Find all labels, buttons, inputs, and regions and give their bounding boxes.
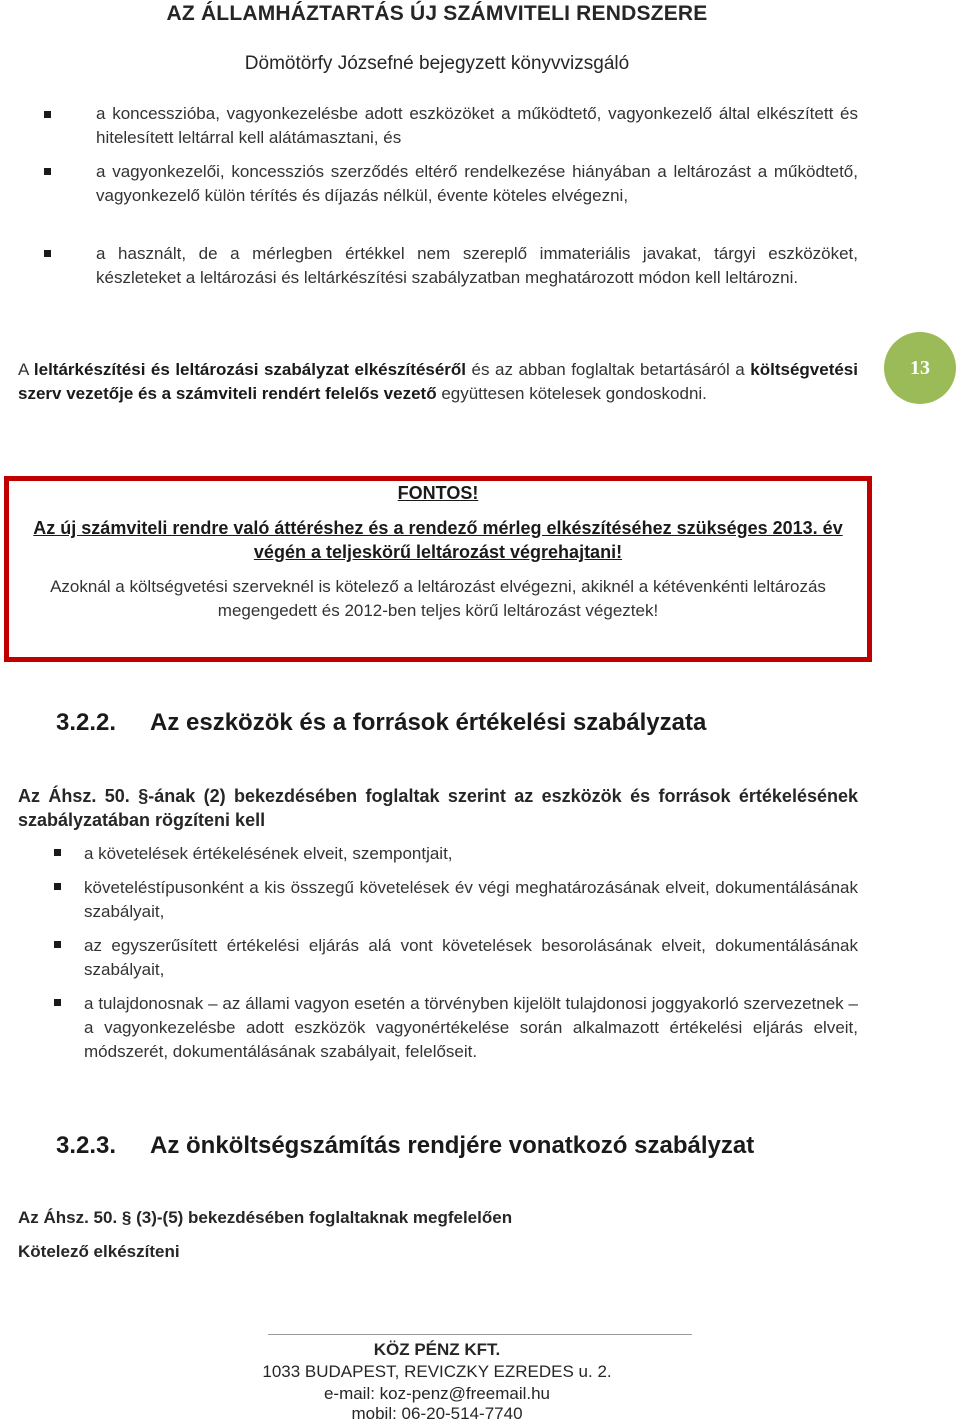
bullet-square-icon [54,999,61,1006]
bullet-square-icon [54,941,61,948]
section-obligation: Kötelező elkészíteni [18,1242,180,1261]
page-number-badge [884,332,956,404]
header-title: AZ ÁLLAMHÁZTARTÁS ÚJ SZÁMVITELI RENDSZERE [166,2,708,25]
section-intro: Az Áhsz. 50. §-ának (2) bekezdésében foglaltak szerint az eszközök és források értékelésének szabályzatában rögzíteni kell [18,786,858,830]
list-item: a használt, de a mérlegben értékkel nem szereplő immateriális javakat, tárgyi eszközöket, készleteket a leltározási és leltárkészítési szabályzatban meghatározott módon kell leltározni. [96,244,858,287]
list-item: a koncesszióba, vagyonkezelésbe adott eszközöket a működtető, vagyonkezelő által elkészített és hitelesített leltárral kell alátámasztani, és [96,104,858,147]
footer-email: e-mail: koz-penz@freemail.hu [323,1384,551,1403]
list-item: a követelések értékelésének elveit, szempontjait, [84,844,453,863]
list-item: követeléstípusonként a kis összegű követelések év végi meghatározásának elveit, dokumentálásának szabályait, [84,878,858,921]
footer-company: KÖZ PÉNZ KFT. [373,1340,501,1359]
bullet-square-icon [44,111,51,118]
bullet-square-icon [54,849,61,856]
list-item: az egyszerűsített értékelési eljárás alá vont követelések besorolásának elveit, dokumentálásának szabályait, [84,936,858,979]
footer-address: 1033 BUDAPEST, REVICZKY EZREDES u. 2. [262,1362,612,1381]
section-title: Az eszközök és a források értékelési szabályzata [150,709,707,736]
section-reference: Az Áhsz. 50. § (3)-(5) bekezdésében foglaltaknak megfelelően [18,1208,513,1227]
section-number: 3.2.3. [56,1132,117,1159]
list-item: a vagyonkezelői, koncessziós szerződés eltérő rendelkezése hiányában a leltározást a működtető, vagyonkezelő külön térítés és díjazás nélkül, évente köteles elvégezni, [96,162,858,205]
header-subtitle: Dömötörfy Józsefné bejegyzett könyvvizsgáló [244,53,630,74]
responsibility-paragraph: A leltárkészítési és leltározási szabályzat elkészítéséről és az abban foglaltak betartásáról a költségvetési szerv vezetője és a számviteli rendért felelős vezető együttesen kötelesek gondoskodni. [18,360,858,403]
notice-title: FONTOS! [397,483,479,503]
footer-divider [268,1334,692,1335]
page-number: 13 [910,356,930,379]
notice-body: Azoknál a költségvetési szerveknél is kötelező a leltározást elvégezni, akiknél a kétévenkénti leltározás megengedett és 2012-ben teljes körű leltározást végeztek! [50,577,826,620]
notice-bold-text: Az új számviteli rendre való áttéréshez és a rendező mérleg elkészítéséhez szükséges 2013. év végén a teljeskörű leltározást végrehajtani! [33,518,843,562]
section-title: Az önköltségszámítás rendjére vonatkozó szabályzat [150,1132,755,1159]
footer-mobile: mobil: 06-20-514-7740 [351,1404,523,1423]
bullet-square-icon [44,168,51,175]
list-item: a tulajdonosnak – az állami vagyon esetén a törvényben kijelölt tulajdonosi joggyakorló szervezetnek – a vagyonkezelésbe adott eszközök vagyonértékelése során alkalmazott értékelési eljárás elveit, módszerét, dokumentálásának szabályait, felelőseit. [84,994,858,1061]
bullet-square-icon [44,250,51,257]
bullet-square-icon [54,883,61,890]
section-number: 3.2.2. [56,709,117,736]
